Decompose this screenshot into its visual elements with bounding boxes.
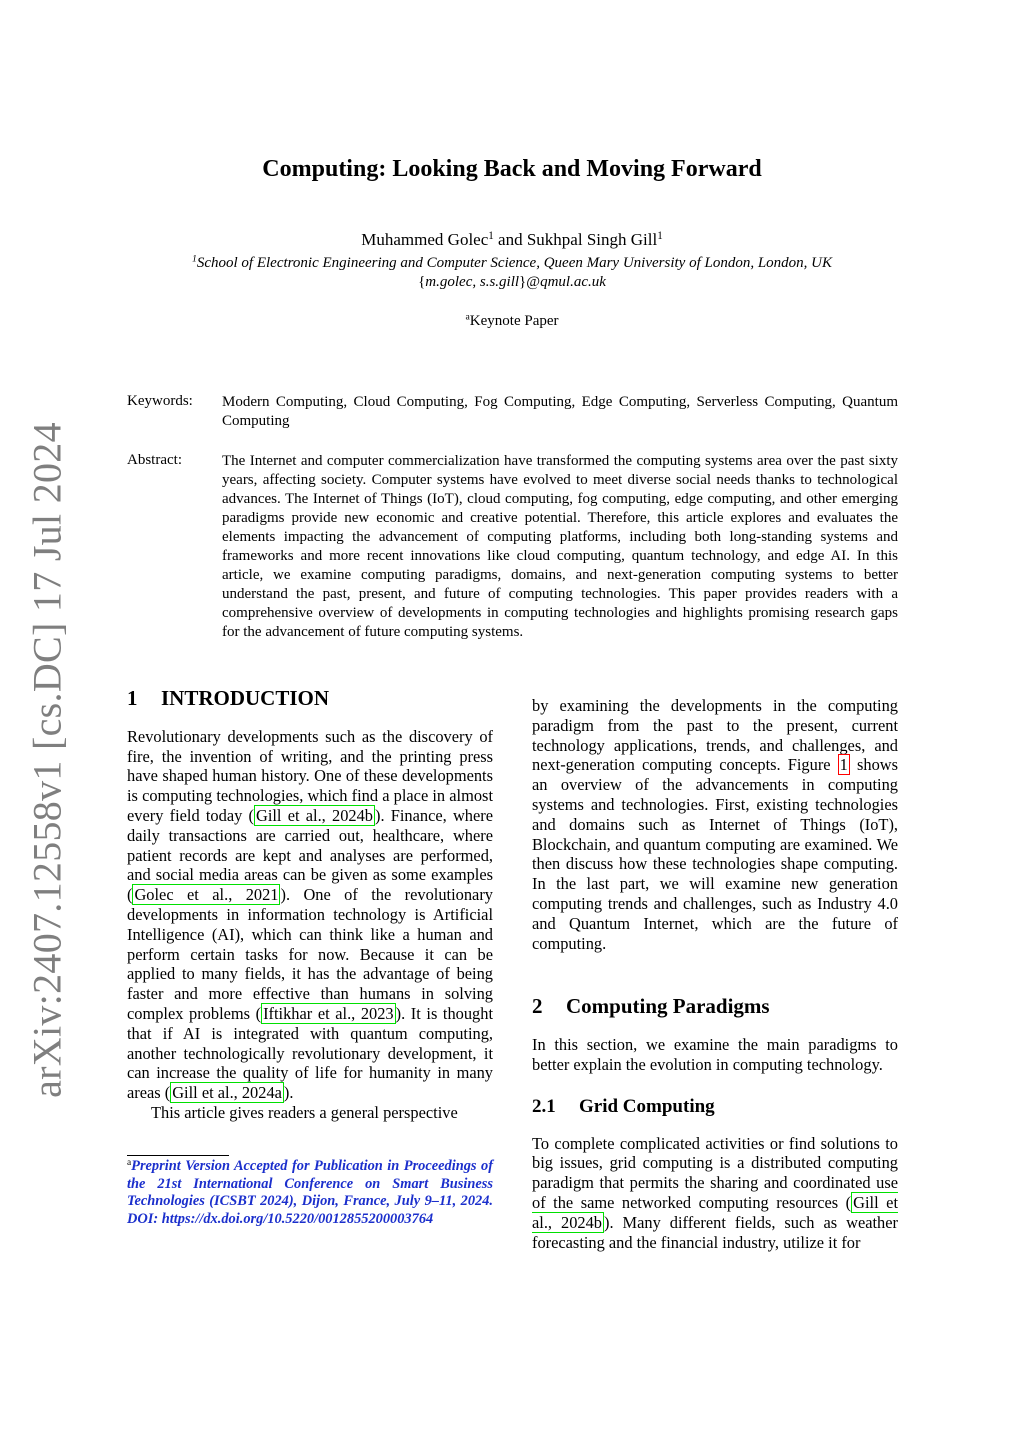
keynote-text: Keynote Paper <box>469 313 559 329</box>
email-domain: qmul.ac.uk <box>540 274 606 290</box>
subsection-title: Grid Computing <box>579 1095 715 1117</box>
paragraph-text: ). Finance, where daily transactions are carried out, healthcare, where patient records are kept and analyses are performed, and social media areas can be given as some examples ( <box>127 805 494 905</box>
citation-link[interactable]: Gill et al., 2024a <box>172 1083 282 1103</box>
author-affil-mark: 1 <box>657 229 663 242</box>
author-name: Muhammed Golec <box>361 230 489 249</box>
email-names: m.golec, s.s.gill <box>425 274 520 290</box>
keynote-label <box>0 313 1024 330</box>
section-heading-introduction <box>127 686 493 710</box>
author-name: Sukhpal Singh Gill <box>526 230 658 249</box>
paragraph-text: ). One of the revolutionary developments in information technology is Artificial Intelligence (AI), which can think like a human and perform certain tasks for now. Because it can be applied to many fields, it has the advantage of being faster and more effective than humans in solving complex problems ( <box>127 885 493 1023</box>
footnote-rule <box>127 1155 229 1156</box>
paragraph-text: To complete complicated activities or find solutions to big issues, grid computing is a distributed computing paradigm that permits the sharing and coordinated use of the same networked computing resources ( <box>532 1133 898 1212</box>
paragraph-text: by examining the developments in the computing paradigm from the past to the present, current technology applications, trends, and challenges, and next-generation computing concepts. Figure <box>532 696 898 775</box>
affiliation-mark: 1 <box>191 253 197 265</box>
affiliation <box>0 255 1024 272</box>
paragraph-text: ). It is thought that if AI is integrated with quantum computing, another technologically revolutionary development, it can increase the quality of life for humanity in many areas ( <box>127 1003 493 1103</box>
section-number: 2 <box>532 994 543 1019</box>
section-2-paragraph: In this section, we examine the main paradigms to better explain the evolution in computing technology. <box>532 1035 898 1074</box>
subsection-number: 2.1 <box>532 1095 556 1117</box>
section-number: 1 <box>127 686 138 710</box>
footnote <box>127 1158 493 1228</box>
intro-paragraph-1 <box>127 727 493 1103</box>
intro-paragraph-2-start: This article gives readers a general perspective <box>151 1102 458 1122</box>
email-brace-close: } <box>519 274 527 290</box>
email-brace-open: { <box>418 274 426 290</box>
affiliation-text: School of Electronic Engineering and Computer Science, Queen Mary University of London, London, UK <box>196 255 833 271</box>
paragraph-text: ). <box>283 1083 294 1103</box>
left-column <box>127 686 494 1123</box>
paper-title: Computing: Looking Back and Moving Forward <box>262 156 762 182</box>
keywords-text: Modern Computing, Cloud Computing, Fog Computing, Edge Computing, Serverless Computing, Quantum Computing <box>222 394 898 429</box>
section-2-1-paragraph <box>532 1134 898 1253</box>
section-title: Computing Paradigms <box>566 994 770 1019</box>
paragraph-text: ). Many different fields, such as weather forecasting and the financial industry, utilize it for <box>532 1212 898 1252</box>
citation-link[interactable]: Gill et al., 2024b <box>532 1192 898 1232</box>
keywords-label: Keywords: <box>127 393 193 409</box>
author-affil-mark: 1 <box>488 229 494 242</box>
citation-link[interactable]: Iftikhar et al., 2023 <box>263 1003 394 1023</box>
abstract-label: Abstract: <box>127 452 182 468</box>
paragraph-text: shows an overview of the advancements in computing systems and technologies. First, existing technologies and domains such as Internet of Things (IoT), Blockchain, and quantum computing are examined. We then discuss how these technologies shape computing. In the last part, we will examine new generation computing trends and challenges, such as Industry 4.0 and Quantum Internet, which are the future of computing. <box>532 755 898 953</box>
right-column <box>532 696 898 1252</box>
author-emails <box>0 274 1024 291</box>
paragraph-text: Revolutionary developments such as the discovery of fire, the invention of writing, and the printing press have shaped human history. One of these developments is computing technologies, which find a place in almost every field today ( <box>127 726 493 825</box>
subsection-heading-grid-computing <box>532 1097 898 1117</box>
author-line <box>0 230 1024 250</box>
citation-link[interactable]: Gill et al., 2024b <box>255 805 373 825</box>
abstract-text: The Internet and computer commercialization have transformed the computing systems area over the past sixty years, affecting society. Computer systems have evolved to meet diverse social needs thanks to technological advances. The Internet of Things (IoT), cloud computing, fog computing, edge computing, and other emerging paradigms provide new economic and creative potential. Therefore, this article explores and evaluates the elements impacting the advancement of computing platforms, including both long-standing systems and frameworks and more recent innovations like cloud computing, quantum technology, and edge AI. In this article, we examine computing paradigms, domains, and next-generation computing systems to better understand the past, present, and future of computing technologies. This paper provides readers with a comprehensive overview of developments in computing technologies and highlights promising research gaps for the advancement of future computing systems. <box>222 453 898 640</box>
author-conjunction: and <box>493 230 527 249</box>
intro-paragraph-2-continued <box>532 696 898 953</box>
arxiv-identifier-stamp: arXiv:2407.12558v1 [cs.DC] 17 Jul 2024 <box>24 422 70 1098</box>
citation-link[interactable]: Golec et al., 2021 <box>134 885 279 905</box>
email-at: @ <box>526 274 541 290</box>
footnote-link[interactable]: Preprint Version Accepted for Publication in Proceedings of the 21st International Conference on Smart Business Technologies (ICSBT 2024), Dijon, France, July 9–11, 2024. DOI: https://dx.doi.org/10.5220/0012855200003764 <box>127 1158 493 1227</box>
section-title: INTRODUCTION <box>161 686 330 710</box>
section-heading-computing-paradigms <box>532 994 898 1019</box>
figure-reference-link[interactable]: 1 <box>839 755 848 775</box>
footnote-mark: a <box>127 1157 132 1168</box>
keynote-mark: a <box>465 311 470 323</box>
